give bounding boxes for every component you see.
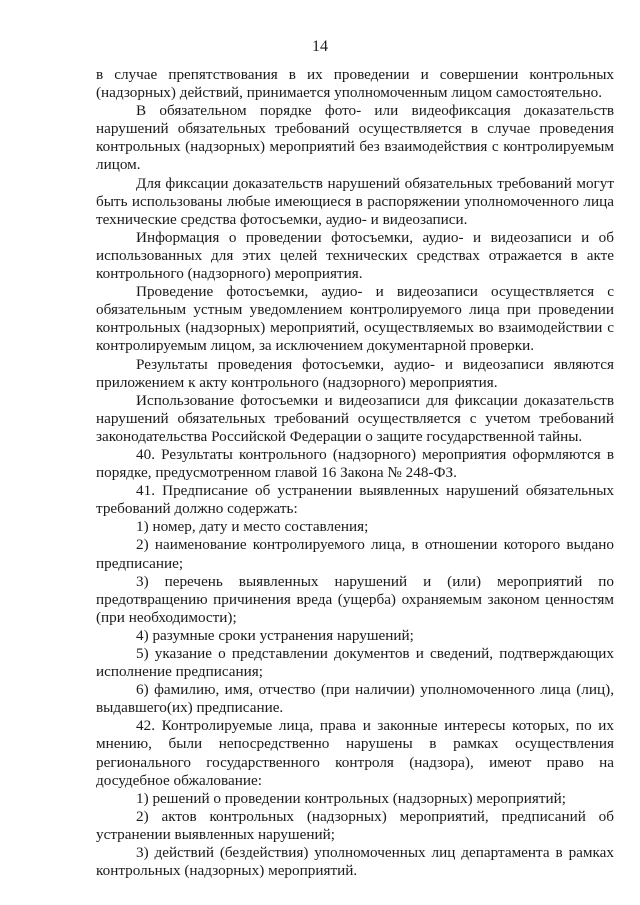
list-item: 1) номер, дату и место составления; (136, 518, 369, 536)
list-item: 2) наименование контролируемого лица, в отношении которого выдано предписание; (96, 536, 614, 572)
list-item: 1) решений о проведении контрольных (надзорных) мероприятий; (136, 789, 566, 807)
list-item: 2) актов контрольных (надзорных) мероприятий, предписаний об устранении выявленных нарушений; (96, 807, 614, 843)
list-item: 5) указание о представлении документов и сведений, подтверждающих исполнение предписания; (96, 645, 614, 681)
paragraph: Результаты проведения фотосъемки, аудио- и видеозаписи являются приложением к акту контрольного (надзорного) мероприятия. (96, 355, 614, 391)
paragraph-continuation: в случае препятствования в их проведении и совершении контрольных (надзорных) действий, принимается уполномоченным лицом самостоятельно. (96, 66, 614, 102)
list-item: 6) фамилию, имя, отчество (при наличии) уполномоченного лица (лиц), выдавшего(их) предписание. (96, 681, 614, 717)
document-body (96, 66, 614, 880)
paragraph: Информация о проведении фотосъемки, аудио- и видеозаписи и об использованных для этих целей технических средствах отражается в акте контрольного (надзорного) мероприятия. (96, 228, 614, 283)
list-item: 3) перечень выявленных нарушений и (или) мероприятий по предотвращению причинения вреда (ущерба) охраняемым законом ценностям (при необходимости); (96, 572, 614, 626)
paragraph: Для фиксации доказательств нарушений обязательных требований могут быть использованы любые имеющиеся в распоряжении уполномоченного лица технические средства фотосъемки, аудио- и видеозаписи. (96, 174, 614, 228)
paragraph: В обязательном порядке фото- или видеофиксация доказательств нарушений обязательных требований осуществляется в случае проведения контрольных (надзорных) мероприятий без взаимодействия с контролируемым лицом. (96, 102, 614, 174)
page-number: 14 (312, 38, 328, 55)
clause-42: 42. Контролируемые лица, права и законные интересы которых, по их мнению, были непосредственно нарушены в рамках осуществления регионального государственного контроля (надзора), имеют право на досудебное обжалование: (96, 717, 614, 789)
clause-41: 41. Предписание об устранении выявленных нарушений обязательных требований должно содержать: (96, 482, 614, 518)
clause-40: 40. Результаты контрольного (надзорного) мероприятия оформляются в порядке, предусмотренном главой 16 Закона № 248-ФЗ. (96, 445, 614, 482)
paragraph: Проведение фотосъемки, аудио- и видеозаписи осуществляется с обязательным устным уведомлением контролируемого лица при проведении контрольных (надзорных) мероприятий, осуществляемых во взаимодействии с контролируемым лицом, за исключением документарной проверки. (96, 283, 614, 355)
list-item: 4) разумные сроки устранения нарушений; (136, 626, 414, 644)
paragraph: Использование фотосъемки и видеозаписи для фиксации доказательств нарушений обязательных требований осуществляется с учетом требований законодательства Российской Федерации о защите государственной тайны. (96, 391, 614, 445)
list-item: 3) действий (бездействия) уполномоченных лиц департамента в рамках контрольных (надзорных) мероприятий. (96, 844, 614, 880)
